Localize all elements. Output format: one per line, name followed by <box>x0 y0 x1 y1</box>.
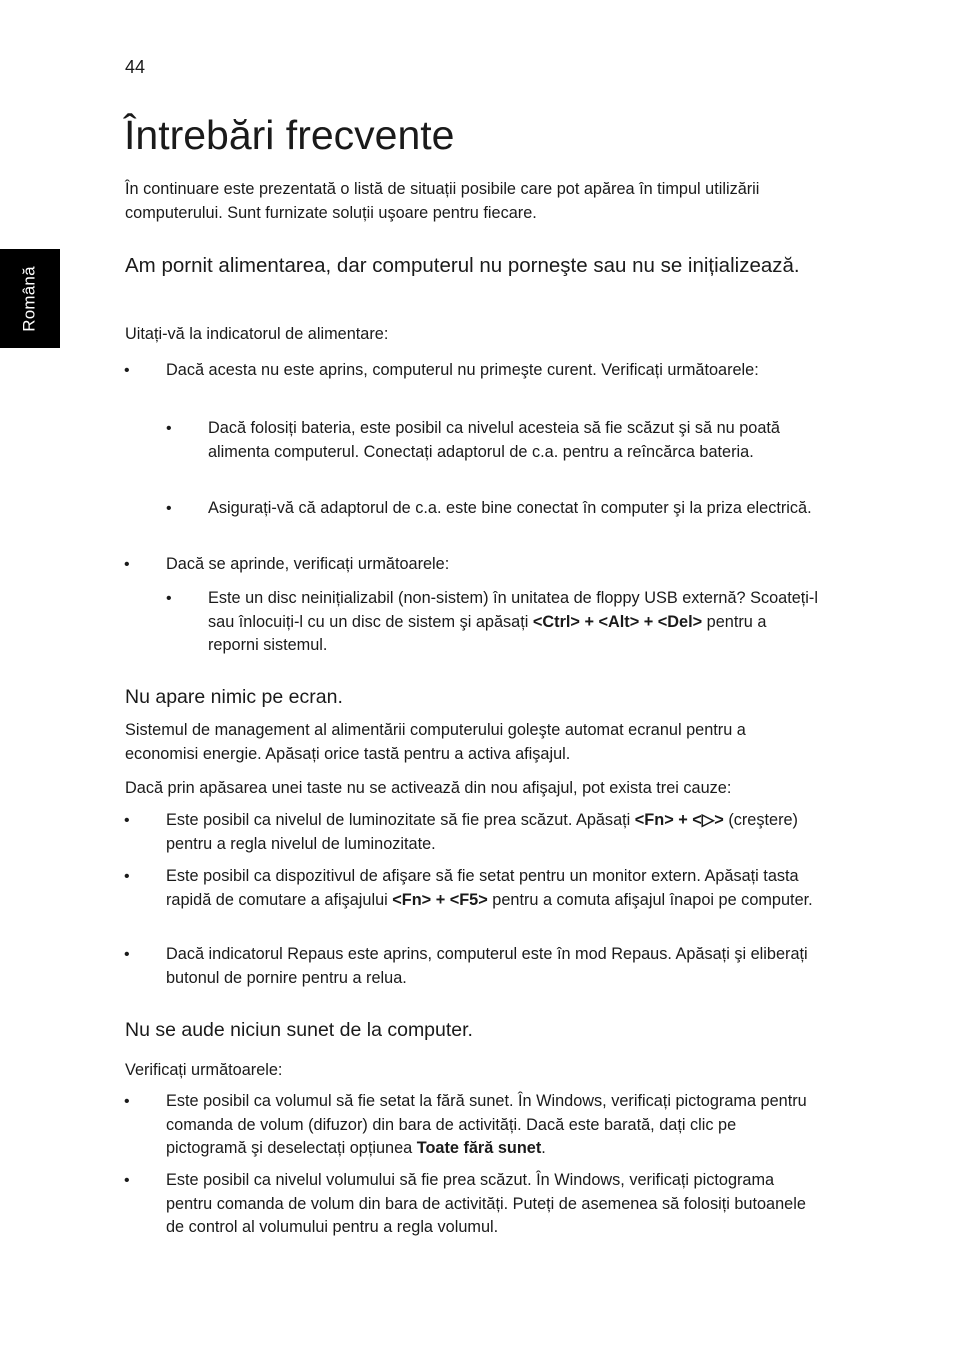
list-item-text: Este posibil ca volumul să fie setat la fără sunet. În Windows, verificați pictograma pentru comanda de volum (difuzor) din bara de activități. Dacă este barată, dați clic pe pictogramă şi deselectați opțiunea <box>166 1092 807 1157</box>
list-item: Asigurați-vă că adaptorul de c.a. este bine conectat în computer şi la priza electrică. <box>208 499 812 517</box>
section-lead: Verificați următoarele: <box>125 1061 283 1079</box>
list-item-text: Este posibil ca dispozitivul de afişare să fie setat pentru un monitor extern. Apăsați tasta rapidă de comutare a afişajului <box>166 867 799 909</box>
paragraph: Sistemul de management al alimentării computerului goleşte automat ecranul pentru a economisi energie. Apăsați orice tastă pentru a activa afişajul. <box>125 721 746 763</box>
intro-paragraph: În continuare este prezentată o listă de situații posibile care pot apărea în timpul utilizării computerului. Sunt furnizate soluții uşoare pentru fiecare. <box>125 180 760 222</box>
paragraph: Dacă prin apăsarea unei taste nu se activează din nou afişajul, pot exista trei cauze: <box>125 779 732 797</box>
list-item <box>166 809 816 856</box>
page-number: 44 <box>125 57 146 77</box>
list-item <box>208 587 818 658</box>
bullet-icon: • <box>124 1093 130 1110</box>
key-combo: <Fn> + <▷> <box>634 811 724 829</box>
language-label: Română <box>20 265 39 332</box>
list-item-text: Este un disc neinițializabil (non-sistem) în unitatea de floppy USB externă? Scoateți-l sau înlocuiți-l cu un disc de sistem şi apăsați <box>208 589 818 631</box>
bullet-icon: • <box>124 812 130 829</box>
list-item-text: (creştere) pentru a regla nivelul de luminozitate. <box>166 811 798 853</box>
section-heading-display: Nu apare nimic pe ecran. <box>125 686 343 708</box>
section-heading-power: Am pornit alimentarea, dar computerul nu porneşte sau nu se inițializează. <box>125 254 800 277</box>
key-combo: <Ctrl> + <Alt> + <Del> <box>532 612 703 631</box>
page-title: Întrebări frecvente <box>124 112 455 158</box>
list-item: Dacă indicatorul Repaus este aprins, computerul este în mod Repaus. Apăsați şi eliberați butonul de pornire pentru a relua. <box>166 945 808 987</box>
list-item-text: Este posibil ca nivelul de luminozitate să fie prea scăzut. Apăsați <box>166 811 635 829</box>
bullet-icon: • <box>124 556 130 573</box>
list-item <box>166 1090 816 1161</box>
bullet-icon: • <box>166 590 172 607</box>
list-item-text: pentru a comuta afişajul înapoi pe computer. <box>487 890 813 909</box>
language-side-tab <box>0 249 60 348</box>
section-heading-sound: Nu se aude niciun sunet de la computer. <box>125 1019 473 1041</box>
bullet-icon: • <box>166 420 172 437</box>
bullet-icon: • <box>124 868 130 885</box>
list-item-text: . <box>541 1139 546 1157</box>
list-item: Dacă se aprinde, verificați următoarele: <box>166 555 450 573</box>
list-item-text: pentru a reporni sistemul. <box>208 612 767 654</box>
option-name: Toate fără sunet <box>416 1139 542 1157</box>
bullet-icon: • <box>124 946 130 963</box>
bullet-icon: • <box>166 500 172 517</box>
list-item: Dacă acesta nu este aprins, computerul nu primeşte curent. Verificați următoarele: <box>166 361 759 379</box>
bullet-icon: • <box>124 1172 130 1189</box>
section-lead: Uitați-vă la indicatorul de alimentare: <box>125 325 389 343</box>
list-item <box>166 865 816 912</box>
list-item: Este posibil ca nivelul volumului să fie prea scăzut. În Windows, verificați pictograma pentru comanda de volum din bara de activități. Puteți de asemenea să folosiți butoanele de control al volumului pentru a regla volumul. <box>166 1171 806 1236</box>
list-item: Dacă folosiți bateria, este posibil ca nivelul acesteia să fie scăzut şi să nu poată alimenta computerul. Conectați adaptorul de c.a. pentru a reîncărca bateria. <box>208 419 780 461</box>
key-combo: <Fn> + <F5> <box>392 890 488 909</box>
bullet-icon: • <box>124 362 130 379</box>
